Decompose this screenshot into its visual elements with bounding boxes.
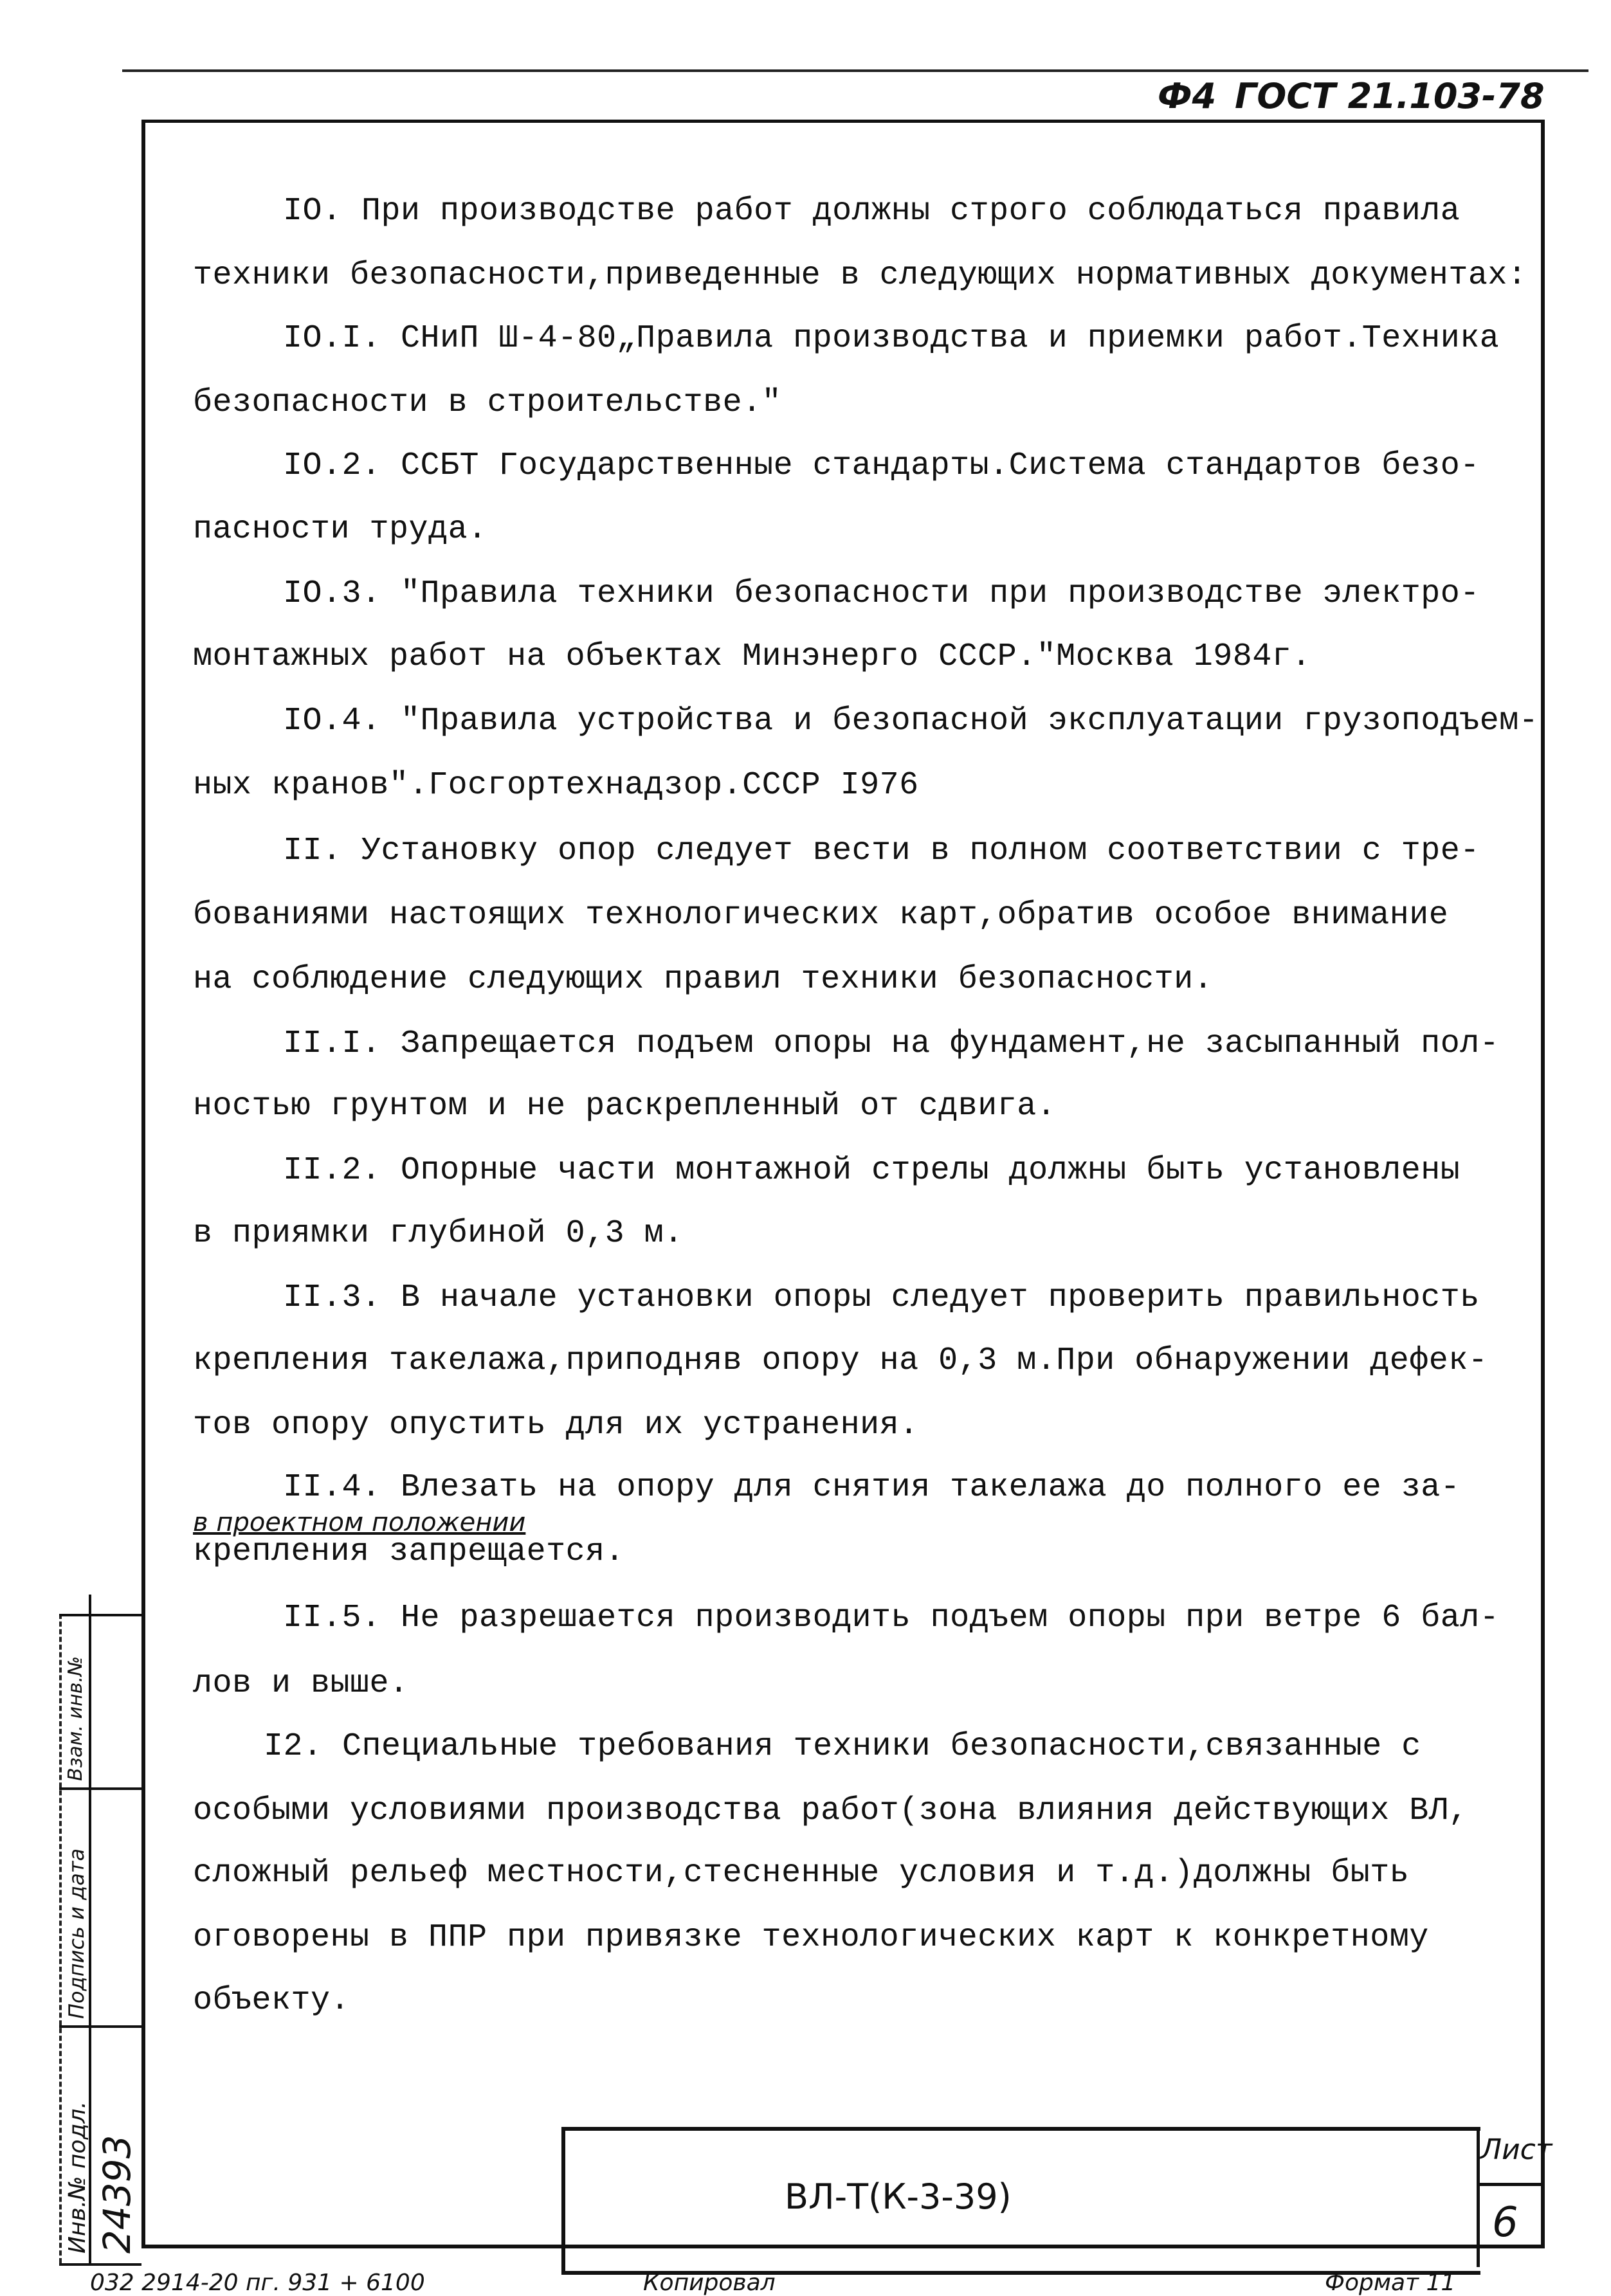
footer-order: 032 2914-20 пг. 931 + 6100 [90, 2270, 425, 2296]
inv-number: 24393 [95, 2135, 139, 2254]
body-line: в приямки глубиной 0,3 м. [193, 1215, 684, 1252]
body-line: II.3. В начале установки опоры следует проверить правильность [283, 1279, 1480, 1316]
body-line: на соблюдение следующих правил техники безопасности. [193, 961, 1214, 998]
sign-label: Подпись и дата [64, 1848, 89, 2019]
body-line: монтажных работ на объектах Минэнерго СССР."Москва 1984г. [193, 638, 1311, 675]
standard-number: ГОСТ 21.103-78 [1235, 76, 1545, 116]
sheet-number: 6 [1492, 2199, 1518, 2246]
body-line: IO.I. СНиП Ш-4-80„Правила производства и приемки работ.Техника [283, 320, 1500, 357]
body-line: сложный рельеф местности,стесненные условия и т.д.)должны быть [193, 1855, 1410, 1892]
body-line: крепления запрещается. [193, 1533, 625, 1570]
side-stamp-rule [59, 1787, 141, 1790]
body-line: IO.3. "Правила техники безопасности при производстве электро- [283, 575, 1480, 612]
body-line: безопасности в строительстве." [193, 384, 782, 421]
footer-copied: Копировал [643, 2270, 776, 2296]
document-code: ВЛ-Т(К-3-39) [785, 2176, 1012, 2217]
body-line: оговорены в ППР при привязке технологических карт к конкретному [193, 1919, 1429, 1956]
side-stamp-rule [59, 2263, 141, 2266]
title-block [561, 2127, 1480, 2275]
body-line: крепления такелажа,приподняв опору на 0,3 м.При обнаружении дефек- [193, 1342, 1488, 1379]
body-line: II.5. Не разрешается производить подъем опоры при ветре 6 бал- [283, 1600, 1500, 1636]
body-line: IO.4. "Правила устройства и безопасной эксплуатации грузоподъем- [283, 703, 1539, 739]
body-line: тов опору опустить для их устранения. [193, 1407, 919, 1443]
body-line: II.2. Опорные части монтажной стрелы должны быть установлены [283, 1152, 1461, 1189]
body-line: объекту. [193, 1982, 350, 2019]
body-line: IO. При производстве работ должны строго соблюдаться правила [283, 193, 1461, 230]
form-number: Ф4 [1158, 76, 1217, 116]
body-line: I2. Специальные требования техники безопасности,связанные с [264, 1728, 1421, 1765]
body-line: лов и выше. [193, 1665, 409, 1702]
replace-label: Взам. инв.№ [64, 1656, 87, 1781]
footer-format: Формат 11 [1325, 2270, 1456, 2296]
body-line: бованиями настоящих технологических карт,обратив особое внимание [193, 897, 1449, 934]
body-line: II.I. Запрещается подъем опоры на фундамент,не засыпанный пол- [283, 1026, 1500, 1062]
body-line: II.4. Влезать на опору для снятия такелажа до полного ее за- [283, 1469, 1461, 1506]
sheet-divider [1477, 2183, 1541, 2186]
body-line: техники безопасности,приведенные в следующих нормативных документах: [193, 257, 1527, 294]
body-line: ностью грунтом и не раскрепленный от сдвига. [193, 1088, 1057, 1125]
body-line: ных кранов".Госгортехнадзор.СССР I976 [193, 767, 919, 804]
body-line: IO.2. ССБТ Государственные стандарты.Система стандартов безо- [283, 447, 1480, 484]
side-stamp-rule [59, 2025, 141, 2028]
body-line: II. Установку опор следует вести в полном соответствии с тре- [283, 833, 1480, 869]
side-stamp-rule [59, 1614, 141, 1616]
inv-label: Инв.№ подл. [64, 2101, 91, 2254]
sheet-label: Лист [1480, 2133, 1552, 2166]
handwritten-insert: в проектном положении [193, 1508, 526, 1537]
body-line: пасности труда. [193, 511, 487, 548]
top-rule [122, 69, 1588, 72]
body-line: особыми условиями производства работ(зона влияния действующих ВЛ, [193, 1793, 1468, 1829]
